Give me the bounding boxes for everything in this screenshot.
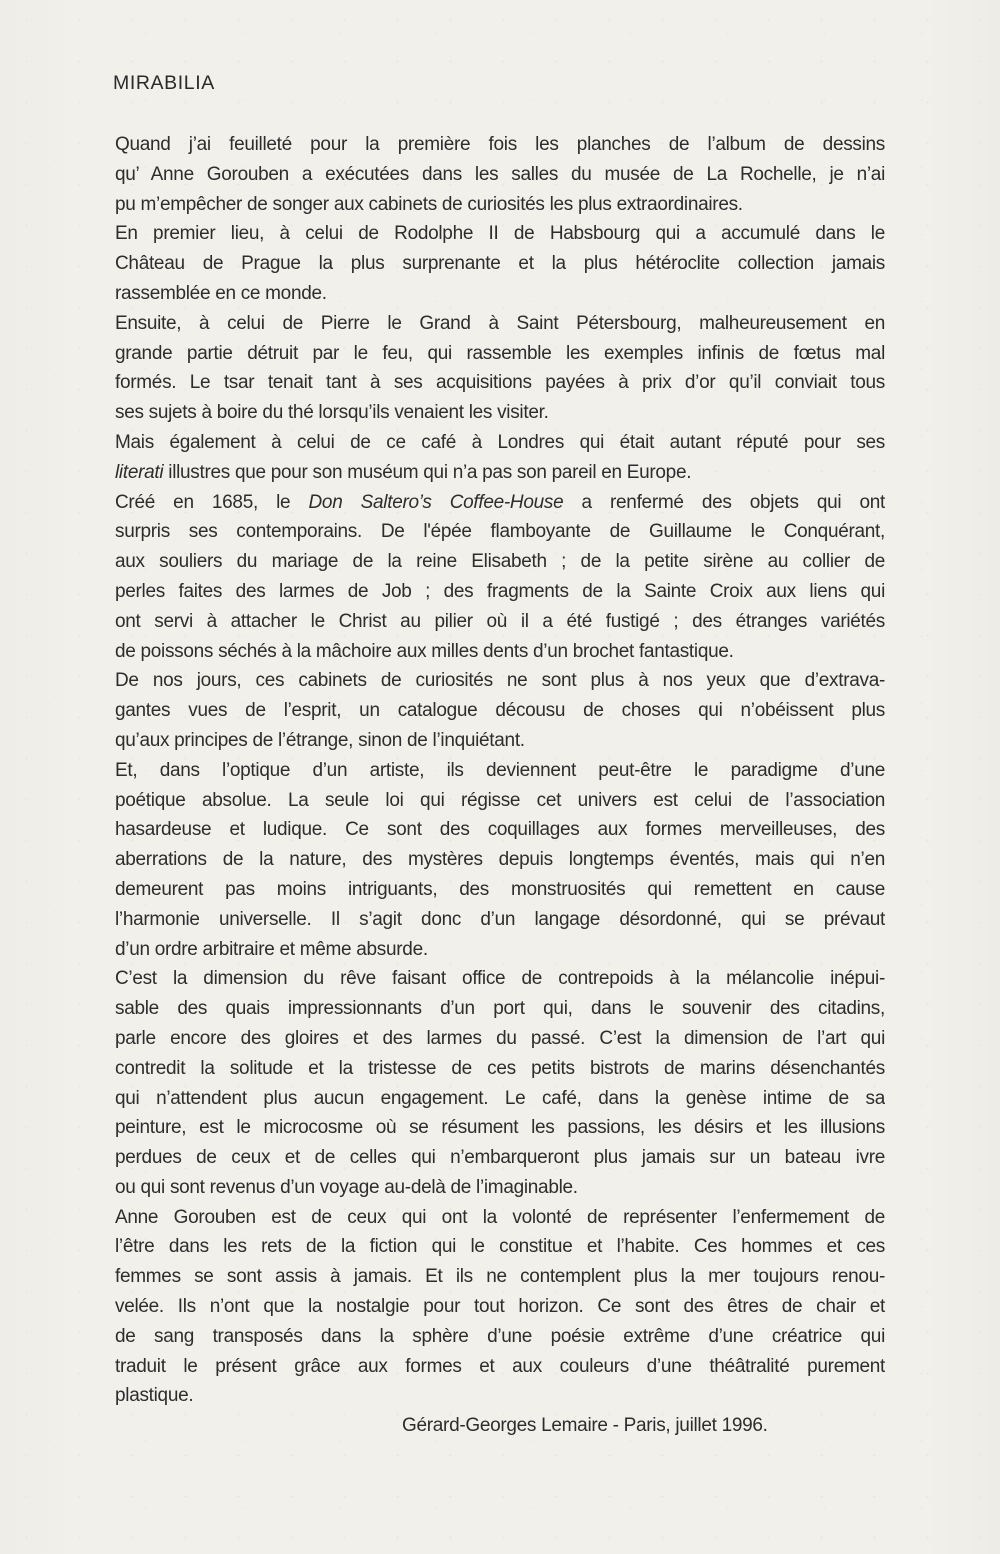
paragraph (115, 309, 885, 428)
text-segment: formés. Le tsar tenait tant à ses acquisitions payées à prix d’or qu’il conviait tous (115, 372, 885, 394)
italic-text: literati (115, 461, 164, 483)
text-segment: ou qui sont revenus d’un voyage au-delà de l’imaginable. (115, 1176, 578, 1198)
text-segment: femmes se sont assis à jamais. Et ils ne contemplent plus la mer toujours renou- (115, 1266, 885, 1288)
text-segment: l’harmonie universelle. Il s’agit donc d’un langage désordonné, qui se prévaut (115, 908, 885, 930)
text-segment: qu’aux principes de l’étrange, sinon de l’inquiétant. (115, 729, 525, 751)
text-segment: de sang transposés dans la sphère d’une poésie extrême d’une créatrice qui (115, 1325, 885, 1347)
text-line (115, 696, 885, 726)
text-line (115, 1143, 885, 1173)
text-line (115, 190, 885, 220)
italic-text: Don Saltero’s Coffee-House (308, 491, 564, 513)
text-segment: qu’ Anne Gorouben a exécutées dans les salles du musée de La Rochelle, je n’ai (115, 163, 885, 185)
text-segment: plastique. (115, 1385, 194, 1407)
text-segment: peinture, est le microcosme où se résument les passions, les désirs et les illusions (115, 1117, 885, 1139)
page-title: MIRABILIA (113, 72, 215, 94)
text-segment: En premier lieu, à celui de Rodolphe II de Habsbourg qui a accumulé dans le (115, 223, 885, 245)
text-segment: hasardeuse et ludique. Ce sont des coquillages aux formes merveilleuses, des (115, 819, 885, 841)
text-segment: ses sujets à boire du thé lorsqu’ils venaient les visiter. (115, 402, 549, 424)
text-segment: a renfermé des objets qui ont (563, 491, 885, 513)
text-line (115, 160, 885, 190)
text-segment: poétique absolue. La seule loi qui régisse cet univers est celui de l’association (115, 789, 885, 811)
text-line (115, 964, 885, 994)
text-line (115, 1024, 885, 1054)
text-line (115, 726, 885, 756)
text-line (115, 935, 885, 965)
text-line (115, 637, 885, 667)
text-line (115, 905, 885, 935)
text-line (115, 607, 885, 637)
text-segment: perles faites des larmes de Job ; des fragments de la Sainte Croix aux liens qui (115, 580, 885, 602)
text-line (115, 1232, 885, 1262)
text-line (115, 309, 885, 339)
text-segment: d’un ordre arbitraire et même absurde. (115, 938, 428, 960)
text-line (115, 428, 885, 458)
text-line (115, 1262, 885, 1292)
text-segment: Mais également à celui de ce café à Londres qui était autant réputé pour ses (115, 431, 885, 453)
text-line (115, 458, 885, 488)
text-line (115, 815, 885, 845)
text-line (115, 1113, 885, 1143)
text-segment: pu m’empêcher de songer aux cabinets de curiosités les plus extraordinaires. (115, 193, 743, 215)
text-segment: l’être dans les rets de la fiction qui le constitue et l’habite. Ces hommes et ces (115, 1236, 885, 1258)
text-segment: De nos jours, ces cabinets de curiosités ne sont plus à nos yeux que d’extrava- (115, 670, 885, 692)
text-segment: Et, dans l’optique d’un artiste, ils deviennent peut-être le paradigme d’une (115, 759, 885, 781)
body-text (115, 130, 885, 1441)
text-segment: Créé en 1685, le (115, 491, 309, 513)
text-line (115, 368, 885, 398)
text-segment: traduit le présent grâce aux formes et aux couleurs d’une théâtralité purement (115, 1355, 885, 1377)
text-line (115, 845, 885, 875)
text-segment: grande partie détruit par le feu, qui rassemble les exemples infinis de fœtus mal (115, 342, 885, 364)
text-segment: ont servi à attacher le Christ au pilier où il a été fustigé ; des étranges variétés (115, 610, 885, 632)
text-line (115, 517, 885, 547)
paragraph (115, 488, 885, 667)
text-segment: Anne Gorouben est de ceux qui ont la volonté de représenter l’enfermement de (115, 1206, 885, 1228)
text-line (115, 488, 885, 518)
paragraph (115, 219, 885, 308)
text-segment: demeurent pas moins intriguants, des monstruosités qui remettent en cause (115, 878, 885, 900)
text-segment: Ensuite, à celui de Pierre le Grand à Saint Pétersbourg, malheureusement en (115, 312, 885, 334)
text-line (115, 1352, 885, 1382)
text-line (115, 577, 885, 607)
text-line (115, 786, 885, 816)
text-segment: illustres que pour son muséum qui n’a pas son pareil en Europe. (163, 461, 692, 483)
text-line (115, 666, 885, 696)
text-line (115, 1203, 885, 1233)
text-line (115, 1381, 885, 1411)
text-segment: aux souliers du mariage de la reine Elisabeth ; de la petite sirène au collier de (115, 551, 885, 573)
paragraph (115, 756, 885, 965)
text-line (115, 1084, 885, 1114)
signature-line: Gérard-Georges Lemaire - Paris, juillet 1996. (402, 1415, 768, 1437)
text-segment: parle encore des gloires et des larmes du passé. C’est la dimension de l’art qui (115, 1027, 885, 1049)
text-line (115, 994, 885, 1024)
text-line (115, 1322, 885, 1352)
text-segment: contredit la solitude et la tristesse de ces petits bistrots de marins désenchantés (115, 1057, 885, 1079)
text-segment: rassemblée en ce monde. (115, 282, 327, 304)
paragraph (115, 428, 885, 488)
text-line (115, 1292, 885, 1322)
paragraph (115, 130, 885, 219)
text-segment: qui n’attendent plus aucun engagement. Le café, dans la genèse intime de sa (115, 1087, 885, 1109)
text-segment: C’est la dimension du rêve faisant office de contrepoids à la mélancolie inépui- (115, 968, 885, 990)
text-segment: Château de Prague la plus surprenante et la plus hétéroclite collection jamais (115, 253, 885, 275)
text-line (115, 279, 885, 309)
text-segment: Quand j’ai feuilleté pour la première fois les planches de l’album de dessins (115, 134, 885, 155)
text-segment: de poissons séchés à la mâchoire aux milles dents d’un brochet fantastique. (115, 640, 734, 662)
text-segment: aberrations de la nature, des mystères depuis longtemps éventés, mais qui n’en (115, 849, 885, 871)
paragraph (115, 1203, 885, 1412)
text-line (115, 339, 885, 369)
text-line (115, 1173, 885, 1203)
text-segment: velée. Ils n’ont que la nostalgie pour tout horizon. Ce sont des êtres de chair et (115, 1296, 885, 1318)
text-line (115, 249, 885, 279)
text-line (115, 130, 885, 160)
text-line (115, 219, 885, 249)
text-line (115, 756, 885, 786)
text-line (115, 547, 885, 577)
text-segment: gantes vues de l’esprit, un catalogue décousu de choses qui n’obéissent plus (115, 700, 885, 722)
paragraph (115, 964, 885, 1202)
text-line (115, 875, 885, 905)
text-segment: perdues de ceux et de celles qui n’embarqueront plus jamais sur un bateau ivre (115, 1147, 885, 1169)
text-line (115, 398, 885, 428)
text-line (115, 1054, 885, 1084)
text-segment: sable des quais impressionnants d’un port qui, dans le souvenir des citadins, (115, 998, 885, 1020)
text-segment: surpris ses contemporains. De l'épée flamboyante de Guillaume le Conquérant, (115, 521, 885, 543)
paragraph (115, 666, 885, 755)
